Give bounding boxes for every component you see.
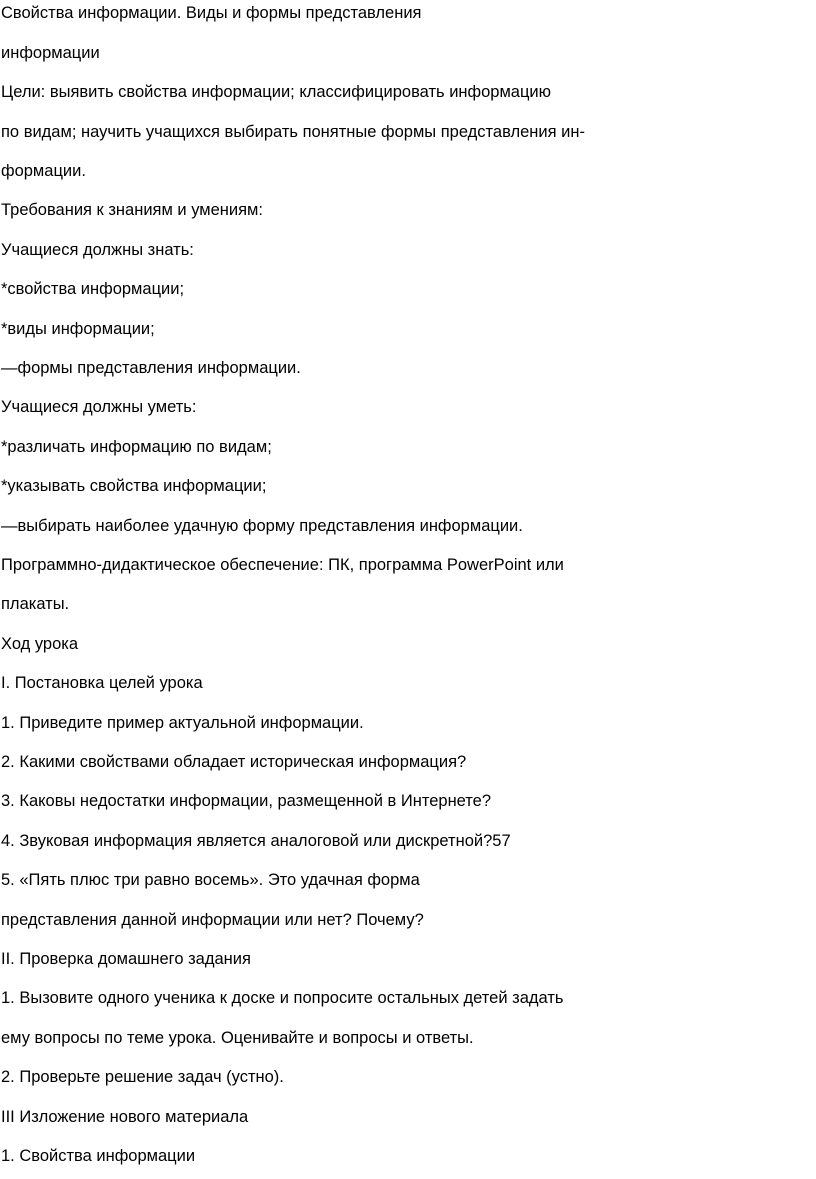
goals-line-3: формации. (1, 162, 86, 180)
requirements-heading: Требования к знаниям и умениям: (1, 201, 263, 219)
document-title-line-1: Свойства информации. Виды и формы представления (1, 4, 422, 22)
list-item: *свойства информации; (1, 280, 185, 298)
section-heading: I. Постановка целей урока (1, 674, 203, 692)
must-be-able-heading: Учащиеся должны уметь: (1, 398, 197, 416)
section-heading: III Изложение нового материала (1, 1108, 249, 1126)
list-item: 1. Приведите пример актуальной информации. (1, 714, 364, 732)
list-item: 3. Каковы недостатки информации, размещенной в Интернете? (1, 792, 492, 810)
list-item-continuation: ему вопросы по теме урока. Оценивайте и вопросы и ответы. (1, 1029, 474, 1047)
list-item: 2. Проверьте решение задач (устно). (1, 1068, 284, 1086)
goals-line-2: по видам; научить учащихся выбирать понятные формы представления ин- (1, 123, 585, 141)
goals-line-1: Цели: выявить свойства информации; классифицировать информацию (1, 83, 552, 101)
document-title-line-2: информации (1, 44, 100, 62)
list-item: 4. Звуковая информация является аналоговой или дискретной?57 (1, 832, 511, 850)
must-know-heading: Учащиеся должны знать: (1, 241, 194, 259)
list-item: —формы представления информации. (1, 359, 301, 377)
list-item: 5. «Пять плюс три равно восемь». Это удачная форма (1, 871, 420, 889)
list-item: *указывать свойства информации; (1, 477, 267, 495)
list-item: *виды информации; (1, 320, 155, 338)
equipment-line-1: Программно-дидактическое обеспечение: ПК, программа PowerPoint или (1, 556, 564, 574)
lesson-flow-heading: Ход урока (1, 635, 79, 653)
list-item: *различать информацию по видам; (1, 438, 272, 456)
list-item: 2. Какими свойствами обладает историческая информация? (1, 753, 467, 771)
list-item-continuation: представления данной информации или нет? Почему? (1, 911, 424, 929)
list-item: —выбирать наиболее удачную форму представления информации. (1, 517, 523, 535)
subsection-heading: 1. Свойства информации (1, 1147, 196, 1165)
equipment-line-2: плакаты. (1, 595, 70, 613)
list-item: 1. Вызовите одного ученика к доске и попросите остальных детей задать (1, 989, 564, 1007)
section-heading: II. Проверка домашнего задания (1, 950, 251, 968)
